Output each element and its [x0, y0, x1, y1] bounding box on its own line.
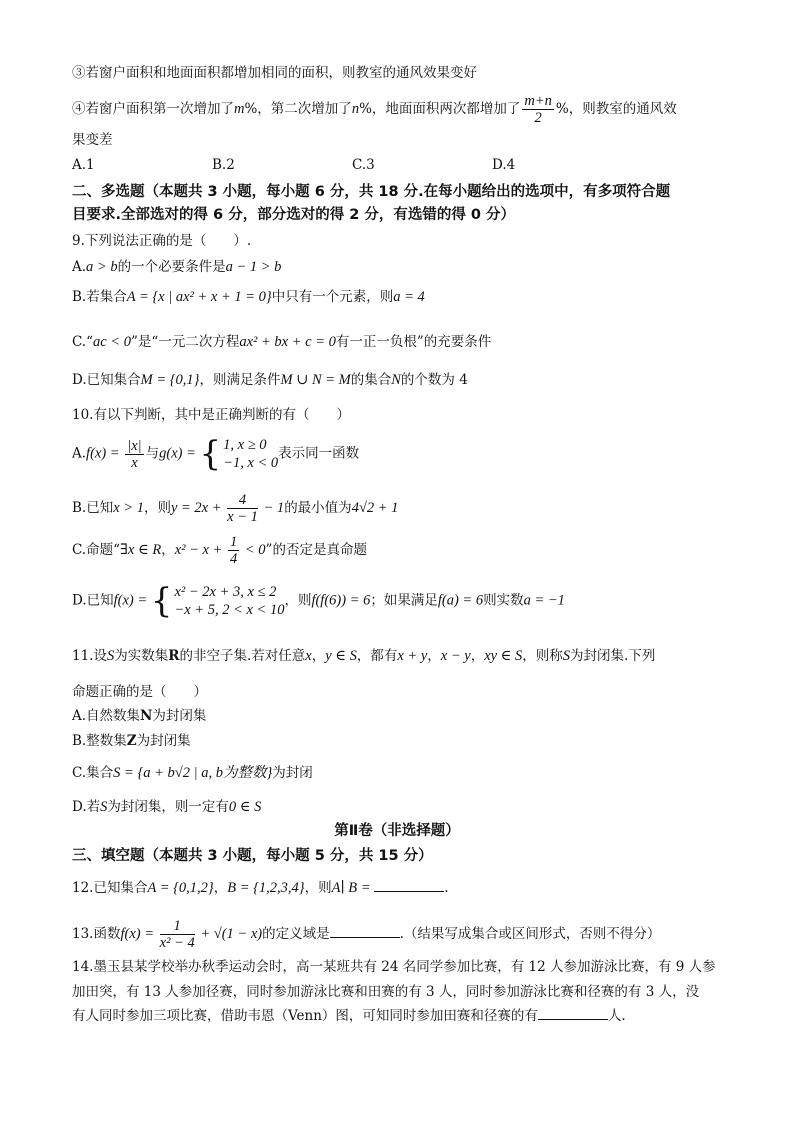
text: 为封闭集，则一定有 — [107, 799, 229, 815]
text: 为封闭集.下列 — [570, 648, 656, 664]
text: 的一个必要条件是 — [117, 259, 226, 275]
math: a = 4 — [393, 289, 425, 305]
math: + √(1 − x) — [196, 926, 263, 942]
section-3-heading: 三、填空题（本题共 3 小题，每小题 5 分，共 15 分） — [72, 848, 433, 864]
text: . — [444, 880, 449, 896]
text: 与 — [145, 445, 160, 462]
text: B.整数集 — [72, 733, 127, 749]
math: f(x) = — [113, 592, 151, 609]
math: S — [106, 648, 115, 664]
math: x — [305, 648, 312, 664]
q10-option-a — [72, 436, 359, 472]
option-a: A.1 — [72, 157, 95, 173]
case-1: x² − 2x + 3, x ≤ 2 — [174, 584, 277, 600]
case-2: −1, x < 0 — [223, 455, 279, 471]
piecewise-cases — [223, 436, 278, 472]
text: 为实数集 — [114, 648, 169, 664]
left-brace: { — [150, 581, 173, 621]
q10-option-c — [72, 534, 367, 567]
text: ，则 — [284, 592, 312, 609]
q14-line-1: 14.墨玉县某学校举办秋季运动会时，高一某班共有 24 名同学参加比赛，有 12 人参加游泳比赛，有 9 人参 — [72, 959, 716, 975]
math: A∣ B = — [331, 880, 375, 896]
text: 为封闭 — [272, 765, 313, 781]
text: C.集合 — [72, 765, 114, 781]
q14-line-2: 加田突，有 13 人参加径赛，同时参加游泳比赛和田赛的有 3 人，同时参加游泳比赛和径赛的有 3 人，没 — [72, 984, 700, 1000]
math: f(x) = — [120, 926, 158, 942]
math: a − 1 > b — [225, 259, 282, 275]
text: ④若窗户面积第一次增加了 — [72, 101, 234, 117]
text: ，则满足条件 — [199, 372, 281, 388]
math: B = {1,2,3,4} — [227, 880, 305, 896]
math: 4√2 + 1 — [351, 500, 399, 516]
text: 11.设 — [72, 648, 107, 664]
fraction-denominator: 2 — [534, 110, 542, 126]
q9-option-c — [72, 333, 491, 351]
math: M = {0,1} — [140, 372, 200, 388]
text: 13.函数 — [72, 926, 121, 942]
text: ；如果满足 — [370, 592, 438, 609]
q13 — [72, 918, 660, 951]
math: A = — [126, 289, 153, 305]
math: N — [391, 372, 401, 388]
section-2-heading-cont: 目要求.全部选对的得 6 分，部分选对的得 2 分，有选错的得 0 分） — [72, 207, 516, 223]
left-brace: { — [199, 434, 222, 474]
math: f(f(6)) = 6 — [311, 592, 371, 609]
fraction-numerator: |x| — [127, 437, 142, 454]
q11-option-d — [72, 798, 261, 816]
text: A. — [72, 445, 87, 462]
text: 的集合 — [350, 372, 392, 388]
text: ，则称 — [522, 648, 563, 664]
bold-symbol: R — [168, 648, 180, 664]
text: 为封闭集 — [136, 733, 191, 749]
text: 12.已知集合 — [72, 880, 148, 896]
set-expression: {x | ax² + x + 1 = 0} — [152, 289, 272, 305]
fraction-numerator: 1 — [230, 534, 238, 550]
q10-stem: 10.有以下判断，其中是正确判断的有（ ） — [72, 407, 350, 423]
case-1: 1, x ≥ 0 — [223, 437, 267, 453]
section-2-heading: 二、多选题（本题共 3 小题，每小题 6 分，共 18 分.在每小题给出的选项中，有多项符合题 — [72, 184, 671, 200]
fraction — [160, 918, 195, 951]
text: D.若 — [72, 799, 101, 815]
math: x² − x + — [174, 542, 226, 558]
fraction-denominator: x − 1 — [227, 509, 258, 525]
q11-option-b — [72, 732, 191, 750]
text: 的个数为 4 — [400, 372, 468, 388]
math: ∃x ∈ R — [120, 542, 162, 558]
text: ， — [161, 542, 175, 558]
q12 — [72, 879, 448, 897]
text: 人. — [607, 1008, 626, 1024]
q14-line-3 — [72, 1007, 626, 1025]
math: S = — [113, 765, 138, 781]
q10-option-d — [72, 583, 565, 619]
q8-options — [72, 156, 632, 174]
q9-stem: 9.下列说法正确的是（ ）. — [72, 233, 252, 249]
text: C.“ — [72, 334, 94, 350]
q11-option-a — [72, 707, 206, 725]
answer-blank[interactable] — [330, 925, 400, 938]
math: y = 2x + — [170, 500, 226, 516]
text: 有人同时参加三项比赛，借助韦恩（Venn）图，可知同时参加田赛和径赛的有 — [72, 1008, 538, 1024]
text: B.已知 — [72, 500, 114, 516]
option-d: D.4 — [492, 157, 516, 173]
math: < 0 — [241, 542, 266, 558]
fraction — [125, 438, 143, 471]
fraction-numerator: 4 — [227, 492, 258, 509]
text: 中只有一个元素，则 — [271, 289, 394, 305]
q9-option-d — [72, 371, 468, 389]
fraction-denominator: x — [131, 454, 138, 471]
fraction — [522, 93, 554, 126]
math: g(x) = — [159, 445, 200, 462]
option-b: B.2 — [212, 157, 235, 173]
text: 的定义域是 — [262, 926, 330, 942]
fraction-denominator: x² − 4 — [159, 935, 195, 951]
text: ， — [311, 648, 326, 664]
q10-option-b — [72, 492, 398, 525]
text: ”的否定是真命题 — [265, 542, 367, 558]
math: a = −1 — [523, 592, 565, 609]
text: ， — [213, 880, 228, 896]
math: − 1 — [259, 500, 285, 516]
text: .（结果写成集合或区间形式，否则不得分） — [399, 926, 661, 942]
math: S — [562, 648, 571, 664]
q8-statement-3: ③若窗户面积和地面面积都增加相同的面积，则教室的通风效果变好 — [72, 65, 477, 81]
math: 0 ∈ S — [228, 799, 262, 815]
text: A.自然数集 — [72, 708, 141, 724]
answer-blank[interactable] — [374, 879, 444, 892]
text: D.已知 — [72, 592, 114, 609]
piecewise-cases — [174, 583, 284, 619]
math: A = {0,1,2} — [147, 880, 214, 896]
option-c: C.3 — [352, 157, 375, 173]
answer-blank[interactable] — [538, 1007, 608, 1020]
fraction — [228, 534, 239, 567]
text: 表示同一函数 — [278, 445, 360, 462]
text: 有一正一负根”的充要条件 — [335, 334, 492, 350]
part-2-title: 第Ⅱ卷（非选择题） — [334, 823, 460, 839]
case-2: −x + 5, 2 < x < 10 — [174, 602, 285, 618]
math: a > b — [86, 259, 118, 275]
math: M ∪ N = M — [280, 372, 351, 388]
text: 为封闭集 — [152, 708, 207, 724]
text: A. — [72, 259, 87, 275]
q11-stem — [72, 647, 655, 665]
q9-option-a — [72, 258, 281, 276]
q11-option-c — [72, 764, 313, 782]
set-expression: {a + b√2 | a, b为整数} — [137, 765, 273, 781]
math: ax² + bx + c = 0 — [239, 334, 336, 350]
q8-statement-4-cont: 果变差 — [72, 132, 113, 148]
q11-stem-cont: 命题正确的是（ ） — [72, 684, 207, 700]
bold-symbol: N — [140, 708, 153, 724]
text: ， — [427, 648, 441, 664]
text: ，则 — [143, 500, 171, 516]
text: ， — [470, 648, 485, 664]
text: ，都有 — [356, 648, 398, 664]
math-n: n — [351, 101, 360, 117]
text: 的最小值为 — [284, 500, 352, 516]
math: y ∈ S — [325, 648, 357, 664]
text: %，则教室的通风效 — [555, 101, 677, 117]
text: B.若集合 — [72, 289, 127, 305]
text: %，地面面积两次都增加了 — [359, 101, 521, 117]
math: x + y — [397, 648, 428, 664]
text: %，第二次增加了 — [244, 101, 352, 117]
text: C.命题“ — [72, 542, 121, 558]
math: x > 1 — [113, 500, 144, 516]
fraction-numerator: m+n — [524, 93, 552, 109]
fraction — [227, 492, 258, 525]
text: ，则 — [304, 880, 332, 896]
math: S — [100, 799, 108, 815]
math: ac < 0 — [93, 334, 132, 350]
math: x − y — [440, 648, 471, 664]
bold-symbol: Z — [126, 733, 137, 749]
q8-statement-4 — [72, 93, 677, 126]
text: D.已知集合 — [72, 372, 141, 388]
text: ”是“一元二次方程 — [131, 334, 240, 350]
fraction-denominator: 4 — [230, 551, 238, 567]
math: xy ∈ S — [484, 648, 523, 664]
fraction-numerator: 1 — [160, 918, 195, 935]
math: f(a) = 6 — [437, 592, 484, 609]
text: 则实数 — [483, 592, 524, 609]
text: 的非空子集.若对任意 — [179, 648, 306, 664]
math-m: m — [234, 101, 245, 117]
math: f(x) = — [86, 445, 124, 462]
q9-option-b — [72, 288, 425, 306]
